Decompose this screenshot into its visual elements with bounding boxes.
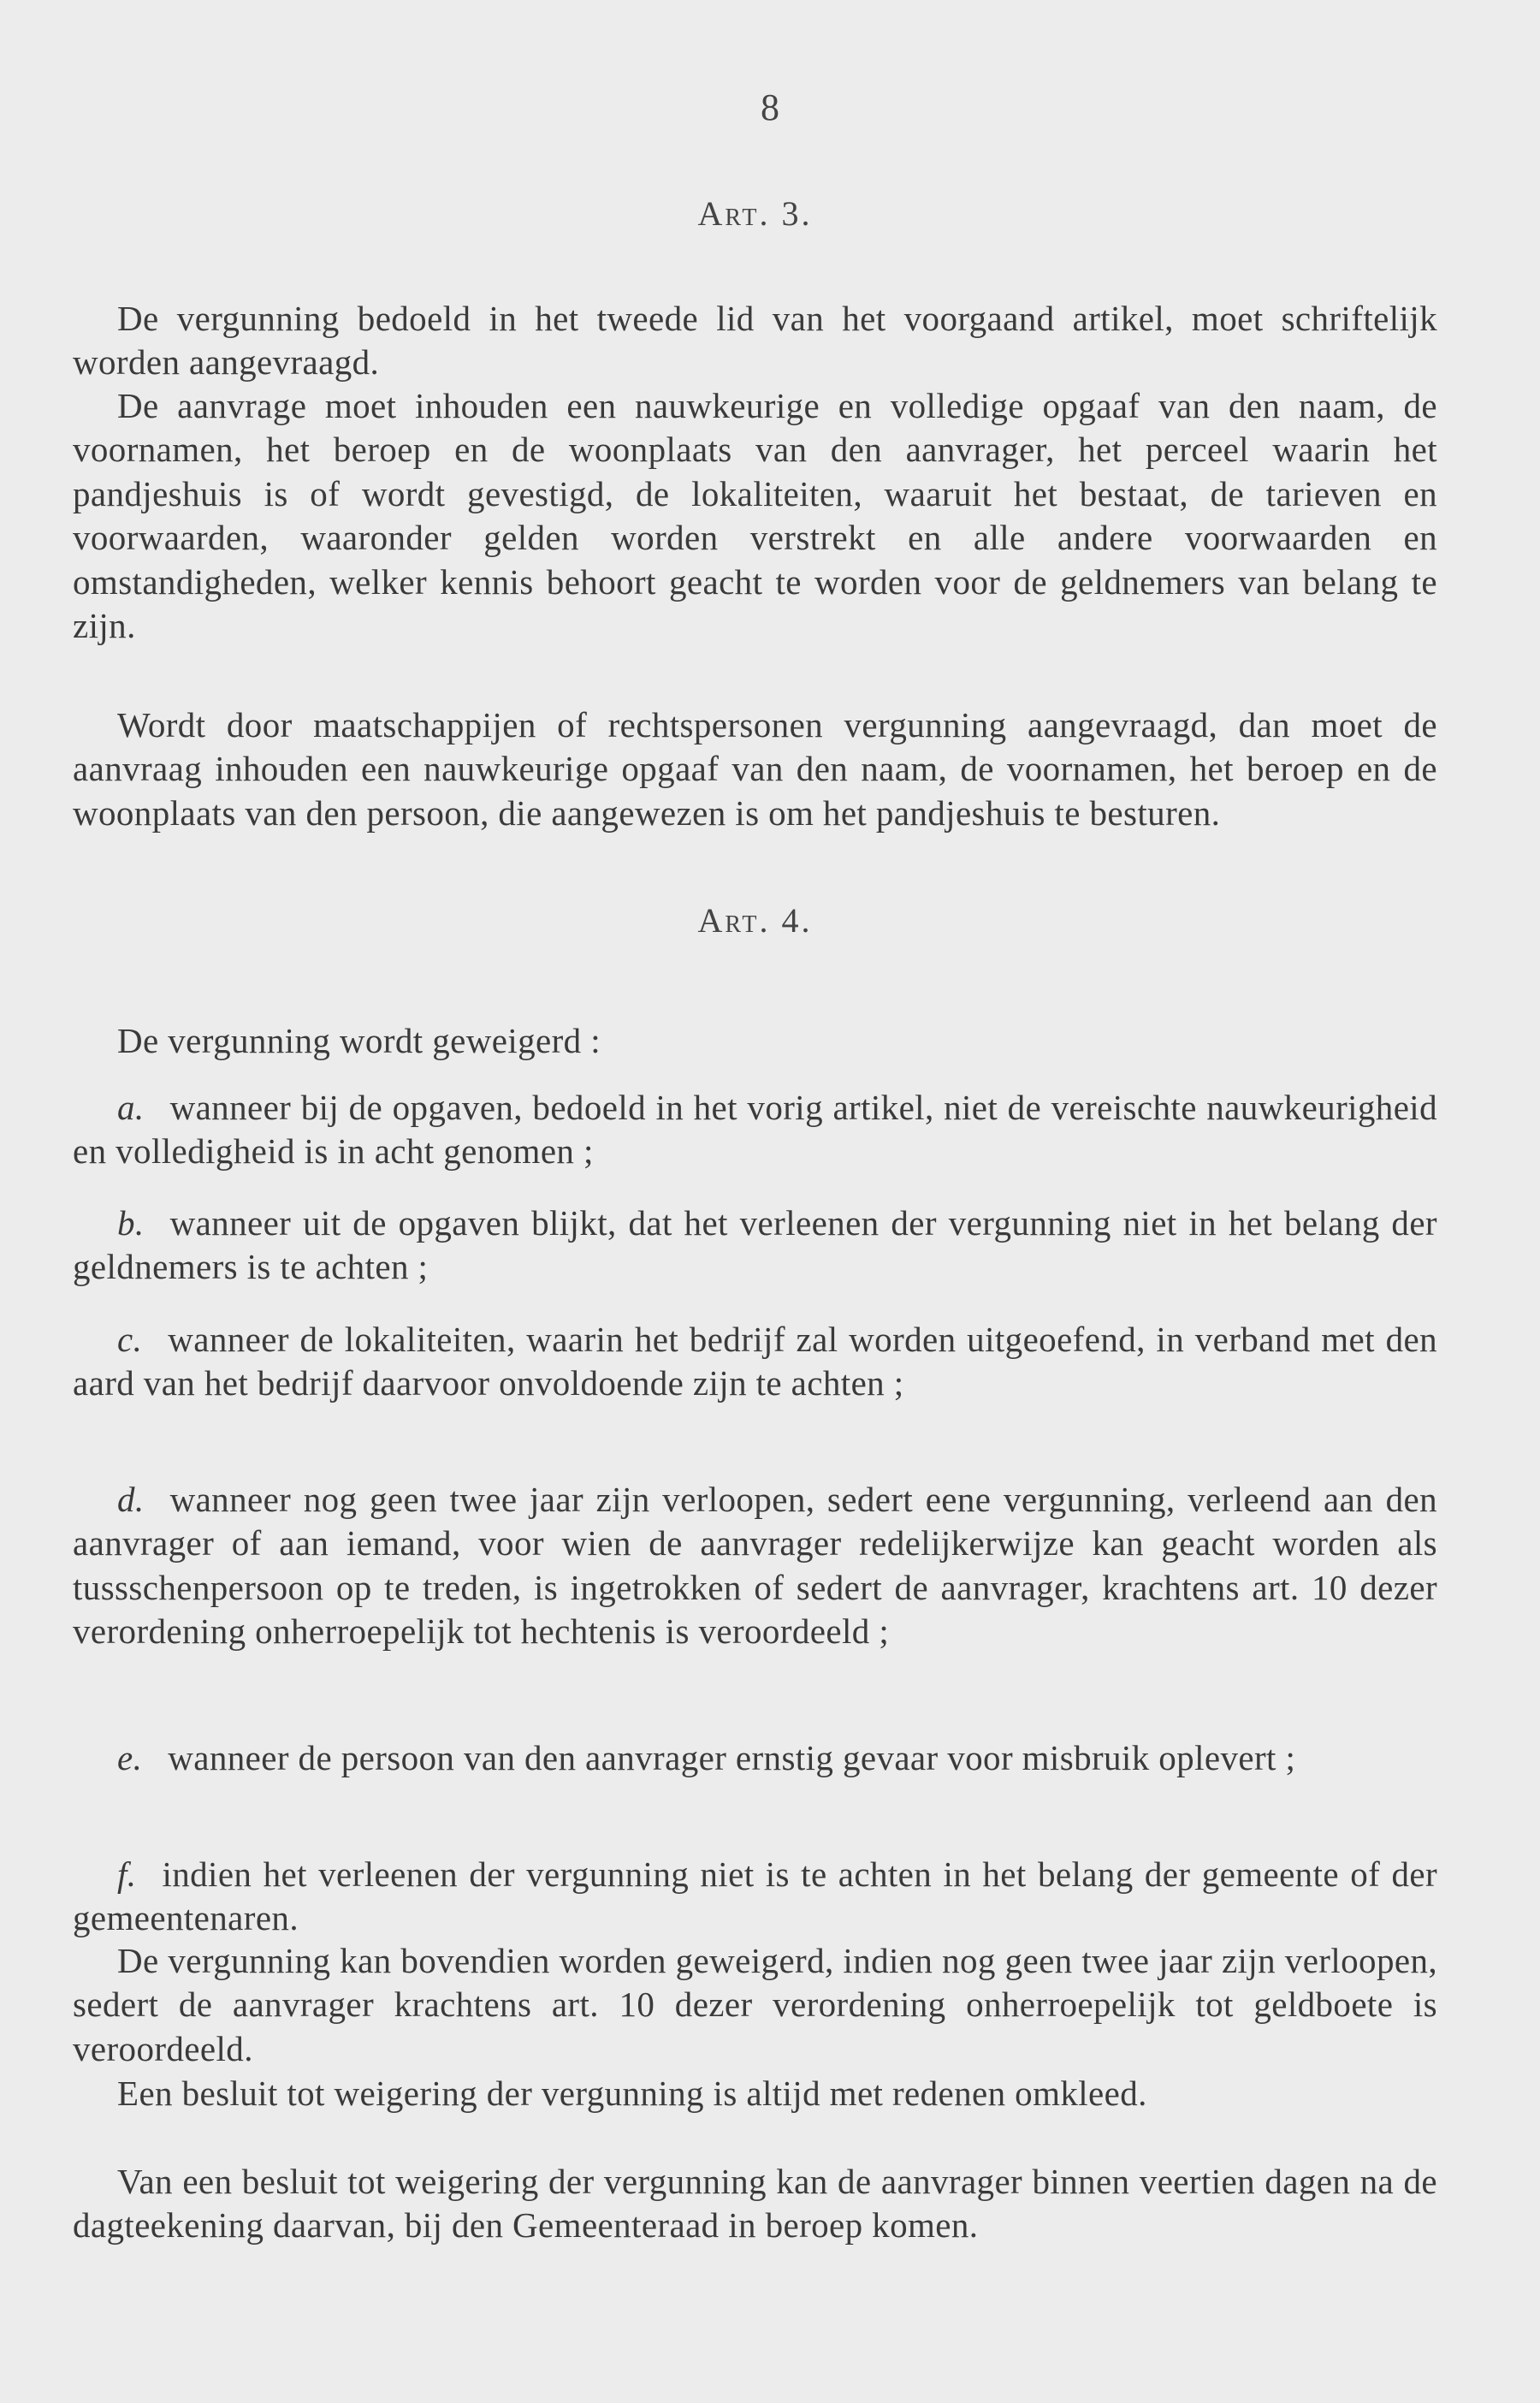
- item-text: wanneer uit de opgaven blijkt, dat het verleenen der vergunning niet in het belang der geldnemers is te achten ;: [73, 1203, 1437, 1287]
- article-4-closing-3: Van een besluit tot weigering der vergunning kan de aanvrager binnen veertien dagen na de dagteekening daarvan, bij den Gemeenteraad in beroep komen.: [73, 2162, 1437, 2246]
- item-text: wanneer nog geen twee jaar zijn verloopen, sedert eene vergunning, verleend aan den aanvrager of aan iemand, voor wien de aanvrager redelijkerwijze kan geacht worden als tussschenpersoon op te treden, is ingetrokken of sedert de aanvrager, krachtens art. 10 dezer verordening onherroepelijk tot hechtenis is veroordeeld ;: [73, 1480, 1437, 1652]
- article-4-closing-2: Een besluit tot weigering der vergunning is altijd met redenen omkleed.: [117, 2074, 1147, 2113]
- article-3-heading: Art. 3.: [697, 194, 813, 233]
- item-letter: e.: [117, 1738, 143, 1777]
- list-item-b: [73, 1202, 1437, 1290]
- item-text: wanneer de lokaliteiten, waarin het bedrijf zal worden uitgeoefend, in verband met den aard van het bedrijf daarvoor onvoldoende zijn te achten ;: [73, 1320, 1437, 1403]
- item-letter: c.: [117, 1320, 143, 1359]
- item-text: wanneer bij de opgaven, bedoeld in het vorig artikel, niet de vereischte nauwkeurigheid en volledigheid is in acht genomen ;: [73, 1088, 1437, 1172]
- article-3-paragraph-3: Wordt door maatschappijen of rechtspersonen vergunning aangevraagd, dan moet de aanvraag inhouden een nauwkeurige opgaaf van den naam, de voornamen, het beroep en de woonplaats van den persoon, die aangewezen is om het pandjeshuis te besturen.: [73, 705, 1437, 833]
- item-letter: d.: [117, 1480, 145, 1519]
- item-text: indien het verleenen der vergunning niet is te achten in het belang der gemeente of der gemeentenaren.: [73, 1854, 1437, 1938]
- list-item-f: [73, 1853, 1437, 1941]
- list-item-c: [73, 1318, 1437, 1406]
- article-3-paragraph-2: De aanvrage moet inhouden een nauwkeurige en volledige opgaaf van den naam, de voornamen, het beroep en de woonplaats van den aanvrager, het perceel waarin het pandjeshuis is of wordt gevestigd, de lokaliteiten, waaruit het bestaat, de tarieven en voorwaarden, waaronder gelden worden verstrekt en alle andere voorwaarden en omstandigheden, welker kennis behoort geacht te worden voor de geldnemers van belang te zijn.: [73, 386, 1437, 646]
- article-4-closing-1: De vergunning kan bovendien worden geweigerd, indien nog geen twee jaar zijn verloopen, sedert de aanvrager krachtens art. 10 dezer verordening onherroepelijk tot geldboete is veroordeeld.: [73, 1941, 1437, 2068]
- item-text: wanneer de persoon van den aanvrager ernstig gevaar voor misbruik oplevert ;: [168, 1738, 1296, 1777]
- list-item-a: [73, 1086, 1437, 1174]
- article-3-paragraph-1: De vergunning bedoeld in het tweede lid van het voorgaand artikel, moet schriftelijk worden aangevraagd.: [73, 299, 1437, 383]
- item-letter: f.: [117, 1854, 137, 1894]
- item-letter: a.: [117, 1088, 145, 1127]
- page-number: 8: [761, 86, 779, 128]
- list-item-d: [73, 1478, 1437, 1654]
- article-4-intro: De vergunning wordt geweigerd :: [117, 1021, 601, 1060]
- list-item-e: [73, 1736, 1437, 1780]
- item-letter: b.: [117, 1203, 145, 1243]
- article-4-heading: Art. 4.: [697, 901, 813, 940]
